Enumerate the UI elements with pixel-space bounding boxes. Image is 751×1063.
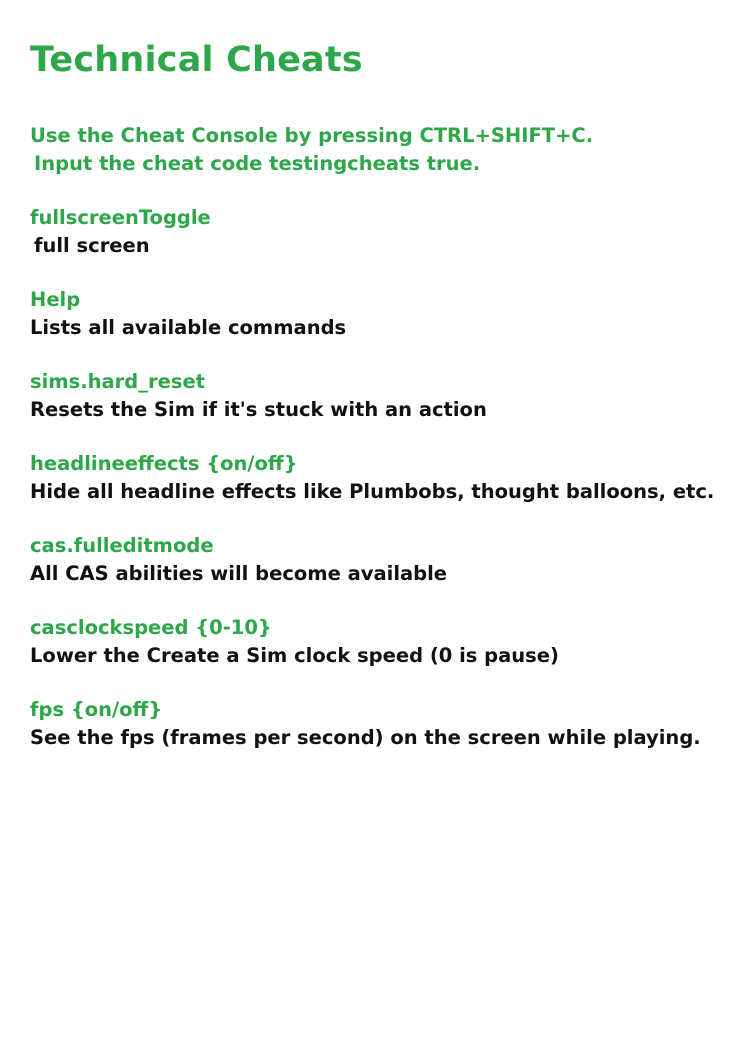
cheat-code: headlineeffects {on/off} [30,452,298,475]
cheat-code: Help [30,288,81,311]
cheat-code: cas.fulleditmode [30,534,214,557]
cheat-entry-help [30,286,730,342]
cheat-description: All CAS abilities will become available [30,562,448,585]
cheat-description: full screen [34,234,150,257]
cheat-entry-headlineeffects [30,450,730,506]
cheat-entry-fulleditmode [30,532,730,588]
cheat-entry-fullscreen [30,204,730,260]
cheat-entry-hard-reset [30,368,730,424]
intro-line-console: Use the Cheat Console by pressing CTRL+SHIFT+C. [30,124,594,147]
intro-line-testingcheats: Input the cheat code testingcheats true. [34,152,481,175]
cheat-entry-casclockspeed [30,614,730,670]
cheat-description: Hide all headline effects like Plumbobs, thought balloons, etc. [30,480,715,503]
page-title: Technical Cheats [30,40,363,80]
cheat-description: Lower the Create a Sim clock speed (0 is pause) [30,644,559,667]
cheat-description: Resets the Sim if it's stuck with an action [30,398,487,421]
cheat-code: fps {on/off} [30,698,163,721]
cheat-code: casclockspeed {0-10} [30,616,272,639]
cheat-code: sims.hard_reset [30,370,205,393]
document-page [30,38,730,752]
cheat-code: fullscreenToggle [30,206,211,229]
cheat-description: Lists all available commands [30,316,347,339]
cheat-entry-fps [30,696,730,752]
intro-block [30,122,730,178]
cheat-description: See the fps (frames per second) on the screen while playing. [30,726,701,749]
